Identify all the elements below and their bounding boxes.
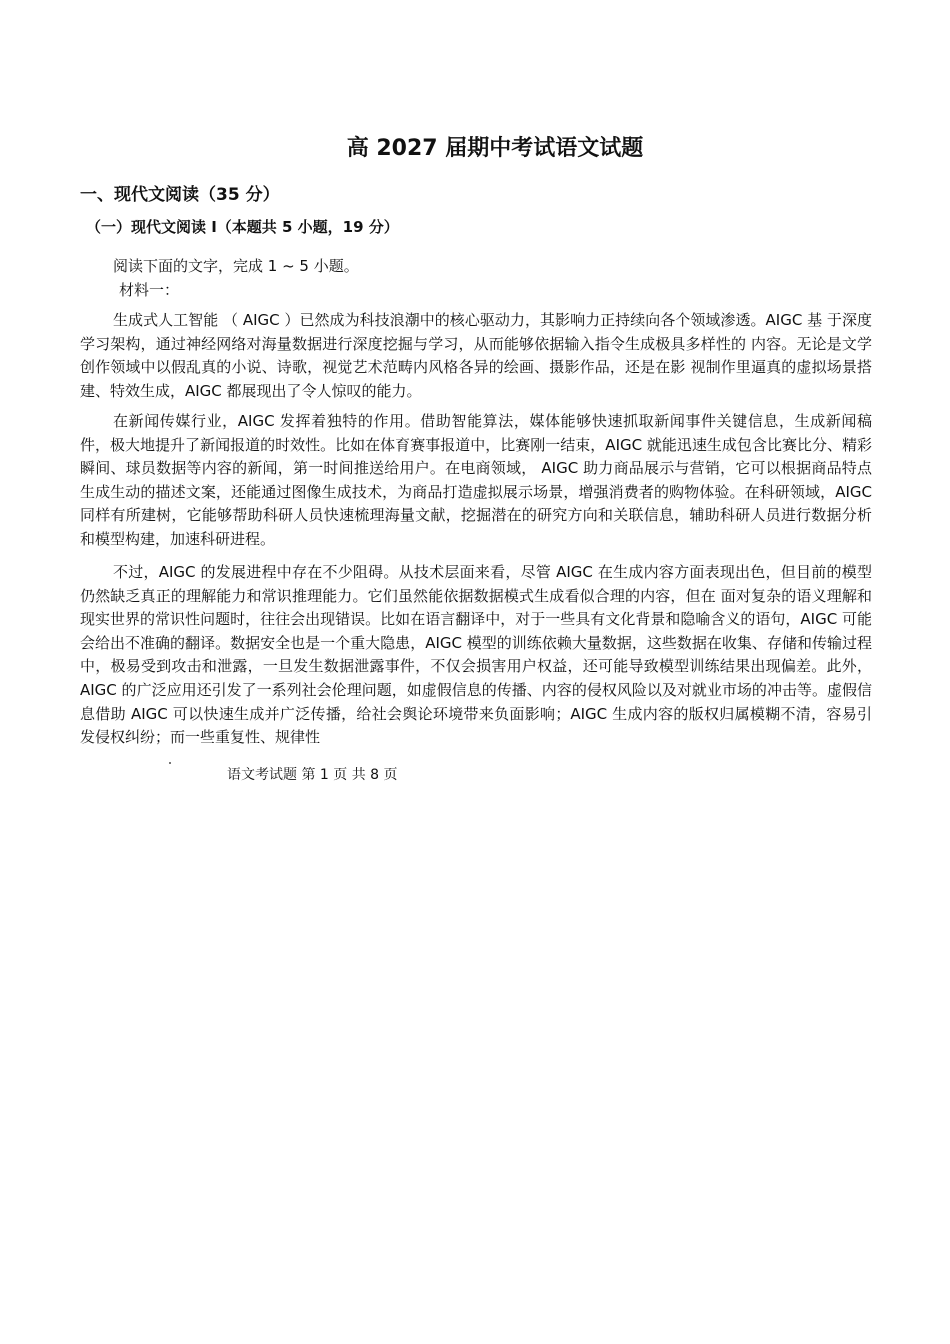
paragraph: 在新闻传媒行业，AIGC 发挥着独特的作用。借助智能算法，媒体能够快速抓取新闻事件关键信息，生成新闻稿件，极大地提升了新闻报道的时效性。比如在体育赛事报道中，比赛刚一结束，AIGC 就能迅速生成包含比赛比分、精彩瞬间、球员数据等内容的新闻，第一时间推送给用户。在电商领域， AIGC 助力商品展示与营销，它可以根据商品特点生成生动的描述文案，还能通过图像生成技术，为商品打造虚拟展示场景，增强消费者的购物体验。在科研领域，AIGC 同样有所建树，它能够帮助科研人员快速梳理海量文献，挖掘潜在的研究方向和关联信息，辅助科研人员进行数据分析和模型构建，加速科研进程。 (80, 412, 872, 548)
paragraph: 不过，AIGC 的发展进程中存在不少阻碍。从技术层面来看，尽管 AIGC 在生成内容方面表现出色，但目前的模型仍然缺乏真正的理解能力和常识推理能力。它们虽然能依据数据模式生成看似合理的内容，但在 面对复杂的语义理解和现实世界的常识性问题时，往往会出现错误。比如在语言翻译中，对于一些具有文化背景和隐喻含义的语句，AIGC 可能会给出不准确的翻译。数据安全也是一个重大隐患，AIGC 模型的训练依赖大量数据，这些数据在收集、存储和传输过程中，极易受到攻击和泄露，一旦发生数据泄露事件，不仅会损害用户权益，还可能导致模型训练结果出现偏差。此外， AIGC 的广泛应用还引发了一系列社会伦理问题，如虚假信息的传播、内容的侵权风险以及对就业市场的冲击等。虚假信息借助 AIGC 可以快速生成并广泛传播，给社会舆论环境带来负面影响；AIGC 生成内容的版权归属模糊不清，容易引发侵权纠纷；而一些重复性、规律性 (80, 563, 872, 747)
scan-speck (169, 762, 171, 764)
page-title: 高 2027 届期中考试语文试题 (346, 136, 644, 161)
sub-heading: （一）现代文阅读 I（本题共 5 小题，19 分） (86, 218, 399, 236)
page-footer: 语文考试题 第 1 页 共 8 页 (227, 767, 398, 783)
material-label: 材料一： (119, 281, 180, 299)
section-heading: 一、现代文阅读（35 分） (80, 185, 280, 205)
paragraph: 生成式人工智能 （ AIGC ）已然成为科技浪潮中的核心驱动力，其影响力正持续向各个领域渗透。AIGC 基 于深度学习架构，通过神经网络对海量数据进行深度挖掘与学习，从而能够依据输入指令生成极具多样性的 内容。无论是文学创作领域中以假乱真的小说、诗歌，视觉艺术范畴内风格各异的绘画、摄影作品，还是在影 视制作里逼真的虚拟场景搭建、特效生成，AIGC 都展现出了令人惊叹的能力。 (80, 311, 872, 400)
reading-instruction: 阅读下面的文字，完成 1 ~ 5 小题。 (113, 257, 359, 275)
